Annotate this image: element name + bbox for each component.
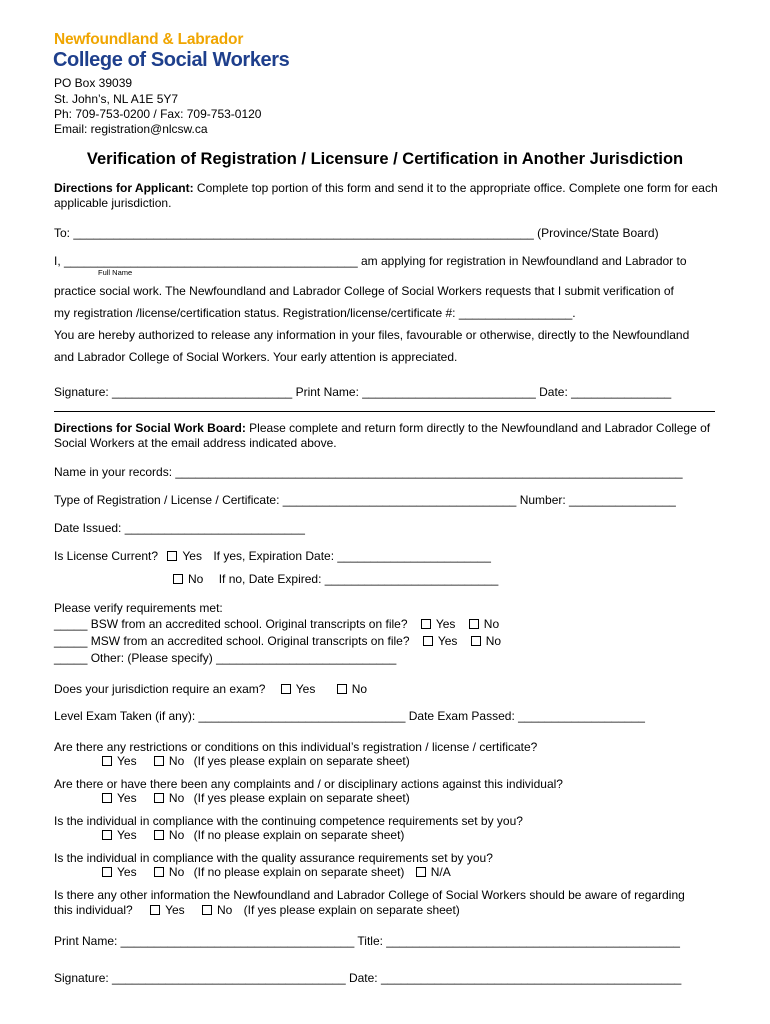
question-restrictions: Are there any restrictions or conditions on this individual’s registration / license / certificate? xyxy=(54,740,538,754)
no-label: No xyxy=(188,572,204,586)
checkbox-icon xyxy=(102,756,112,766)
checkbox-icon xyxy=(102,867,112,877)
no-label: No xyxy=(483,617,500,631)
checkbox-icon xyxy=(423,636,433,646)
registration-number-field[interactable]: my registration /license/certification status. Registration/license/certificate #: _________________. xyxy=(54,306,576,320)
applicant-name-field[interactable]: I, ____________________________________________ am applying for registration in Newfoundland and Labrador to xyxy=(54,254,687,268)
checkbox-icon xyxy=(102,793,112,803)
restrictions-answer-row xyxy=(102,754,410,768)
other-info-no-checkbox[interactable] xyxy=(202,903,232,917)
yes-label: Yes xyxy=(117,754,137,768)
no-label: No xyxy=(216,903,233,917)
no-label: No xyxy=(351,682,368,696)
question-quality-assurance: Is the individual in compliance with the quality assurance requirements set by you? xyxy=(54,851,493,865)
restrictions-yes-checkbox[interactable] xyxy=(102,754,137,768)
question-competence: Is the individual in compliance with the continuing competence requirements set by you? xyxy=(54,814,523,828)
yes-label: Yes xyxy=(437,634,458,648)
msw-field[interactable]: _____ MSW from an accredited school. Original transcripts on file? xyxy=(54,634,410,648)
license-current-label: Is License Current? xyxy=(54,549,159,563)
board-signature-date-line[interactable]: Signature: ___________________________________ Date: _____________________________________________ xyxy=(54,971,682,985)
competence-yes-checkbox[interactable] xyxy=(102,828,137,842)
applicant-directions-text: Complete top portion of this form and send it to the appropriate office. Complete one form for each applicable jurisdiction. xyxy=(54,181,718,210)
question-other-info: Is there any other information the Newfoundland and Labrador College of Social Workers should be aware of regarding xyxy=(54,888,685,902)
exam-yes-checkbox[interactable] xyxy=(281,682,316,696)
quality-note: (If no please explain on separate sheet) xyxy=(193,865,405,879)
exam-row xyxy=(54,682,367,696)
competence-note: (If no please explain on separate sheet) xyxy=(193,828,405,842)
applicant-paragraph-4: and Labrador College of Social Workers. Your early attention is appreciated. xyxy=(54,350,458,364)
name-in-records-field[interactable]: Name in your records: ____________________________________________________________________________ xyxy=(54,465,683,479)
date-expired-field[interactable]: If no, Date Expired: __________________________ xyxy=(218,572,499,586)
msw-no-checkbox[interactable] xyxy=(471,634,501,648)
quality-yes-checkbox[interactable] xyxy=(102,865,137,879)
checkbox-icon xyxy=(173,574,183,584)
checkbox-icon xyxy=(102,830,112,840)
checkbox-icon xyxy=(337,684,347,694)
checkbox-icon xyxy=(421,619,431,629)
applicant-signature-line[interactable]: Signature: ___________________________ Print Name: __________________________ Date: _______________ xyxy=(54,385,672,399)
no-label: No xyxy=(168,791,185,805)
quality-answer-row xyxy=(102,865,451,879)
complaints-no-checkbox[interactable] xyxy=(154,791,184,805)
exam-no-checkbox[interactable] xyxy=(337,682,367,696)
form-title: Verification of Registration / Licensure / Certification in Another Jurisdiction xyxy=(86,150,684,168)
address-email: Email: registration@nlcsw.ca xyxy=(54,122,208,136)
yes-label: Yes xyxy=(117,865,137,879)
complaints-answer-row xyxy=(102,791,410,805)
no-label: No xyxy=(485,634,502,648)
license-not-current-row xyxy=(173,572,498,586)
competence-answer-row xyxy=(102,828,404,842)
msw-yes-checkbox[interactable] xyxy=(423,634,458,648)
other-info-answer-row xyxy=(54,903,460,917)
org-logo-line1: Newfoundland & Labrador xyxy=(54,31,244,48)
bsw-row xyxy=(54,617,499,631)
bsw-yes-checkbox[interactable] xyxy=(421,617,456,631)
checkbox-icon xyxy=(167,551,177,561)
license-current-no-checkbox[interactable] xyxy=(173,572,203,586)
registration-type-field[interactable]: Type of Registration / License / Certificate: ___________________________________ Number: ________________ xyxy=(54,493,676,507)
question-complaints: Are there or have there been any complaints and / or disciplinary actions against this individual? xyxy=(54,777,563,791)
no-label: No xyxy=(168,865,185,879)
restrictions-note: (If yes please explain on separate sheet) xyxy=(193,754,410,768)
bsw-no-checkbox[interactable] xyxy=(469,617,499,631)
org-logo-line2: College of Social Workers xyxy=(53,49,290,71)
yes-label: Yes xyxy=(435,617,456,631)
applicant-directions-label: Directions for Applicant: xyxy=(54,181,194,195)
board-directions-text: Please complete and return form directly to the Newfoundland and Labrador College of Social Workers at the email address indicated above. xyxy=(54,421,711,450)
other-info-yes-checkbox[interactable] xyxy=(150,903,185,917)
checkbox-icon xyxy=(202,905,212,915)
restrictions-no-checkbox[interactable] xyxy=(154,754,184,768)
verify-requirements-label: Please verify requirements met: xyxy=(54,601,223,615)
license-current-yes-checkbox[interactable] xyxy=(167,549,202,563)
exam-question: Does your jurisdiction require an exam? xyxy=(54,682,266,696)
address-phone: Ph: 709-753-0200 / Fax: 709-753-0120 xyxy=(54,107,262,121)
address-line-1: PO Box 39039 xyxy=(54,76,133,90)
quality-no-checkbox[interactable] xyxy=(154,865,184,879)
bsw-field[interactable]: _____ BSW from an accredited school. Original transcripts on file? xyxy=(54,617,408,631)
section-divider xyxy=(54,411,715,412)
checkbox-icon xyxy=(150,905,160,915)
to-field[interactable]: To: _____________________________________________________________________ (Province/State Board) xyxy=(54,226,659,240)
yes-label: Yes xyxy=(295,682,316,696)
checkbox-icon xyxy=(471,636,481,646)
no-label: No xyxy=(168,828,185,842)
applicant-paragraph-3: You are hereby authorized to release any information in your files, favourable or otherwise, directly to the Newfoundland xyxy=(54,328,690,342)
no-label: No xyxy=(168,754,185,768)
checkbox-icon xyxy=(154,867,164,877)
quality-na-checkbox[interactable] xyxy=(416,865,451,879)
yes-label: Yes xyxy=(117,828,137,842)
checkbox-icon xyxy=(416,867,426,877)
checkbox-icon xyxy=(154,756,164,766)
board-directions xyxy=(54,421,718,451)
expiration-date-field[interactable]: If yes, Expiration Date: _______________________ xyxy=(213,549,491,563)
other-info-question-cont: this individual? xyxy=(54,903,133,917)
checkbox-icon xyxy=(281,684,291,694)
msw-row xyxy=(54,634,501,648)
checkbox-icon xyxy=(154,793,164,803)
other-info-note: (If yes please explain on separate sheet) xyxy=(243,903,460,917)
other-requirement-field[interactable]: _____ Other: (Please specify) ___________________________ xyxy=(54,651,397,665)
yes-label: Yes xyxy=(182,549,202,563)
board-directions-label: Directions for Social Work Board: xyxy=(54,421,246,435)
license-current-row xyxy=(54,549,491,563)
applicant-directions xyxy=(54,181,718,211)
address-line-2: St. John’s, NL A1E 5Y7 xyxy=(54,92,179,106)
checkbox-icon xyxy=(469,619,479,629)
complaints-yes-checkbox[interactable] xyxy=(102,791,137,805)
yes-label: Yes xyxy=(117,791,137,805)
na-label: N/A xyxy=(430,865,451,879)
complaints-note: (If yes please explain on separate sheet) xyxy=(193,791,410,805)
yes-label: Yes xyxy=(165,903,185,917)
level-exam-field[interactable]: Level Exam Taken (if any): _______________________________ Date Exam Passed: ___________________ xyxy=(54,709,645,723)
date-issued-field[interactable]: Date Issued: ___________________________ xyxy=(54,521,305,535)
checkbox-icon xyxy=(154,830,164,840)
competence-no-checkbox[interactable] xyxy=(154,828,184,842)
full-name-caption: Full Name xyxy=(98,268,133,277)
applicant-paragraph-1: practice social work. The Newfoundland and Labrador College of Social Workers requests that I submit verification of xyxy=(54,284,674,298)
board-print-name-title-line[interactable]: Print Name: ___________________________________ Title: ____________________________________________ xyxy=(54,934,680,948)
